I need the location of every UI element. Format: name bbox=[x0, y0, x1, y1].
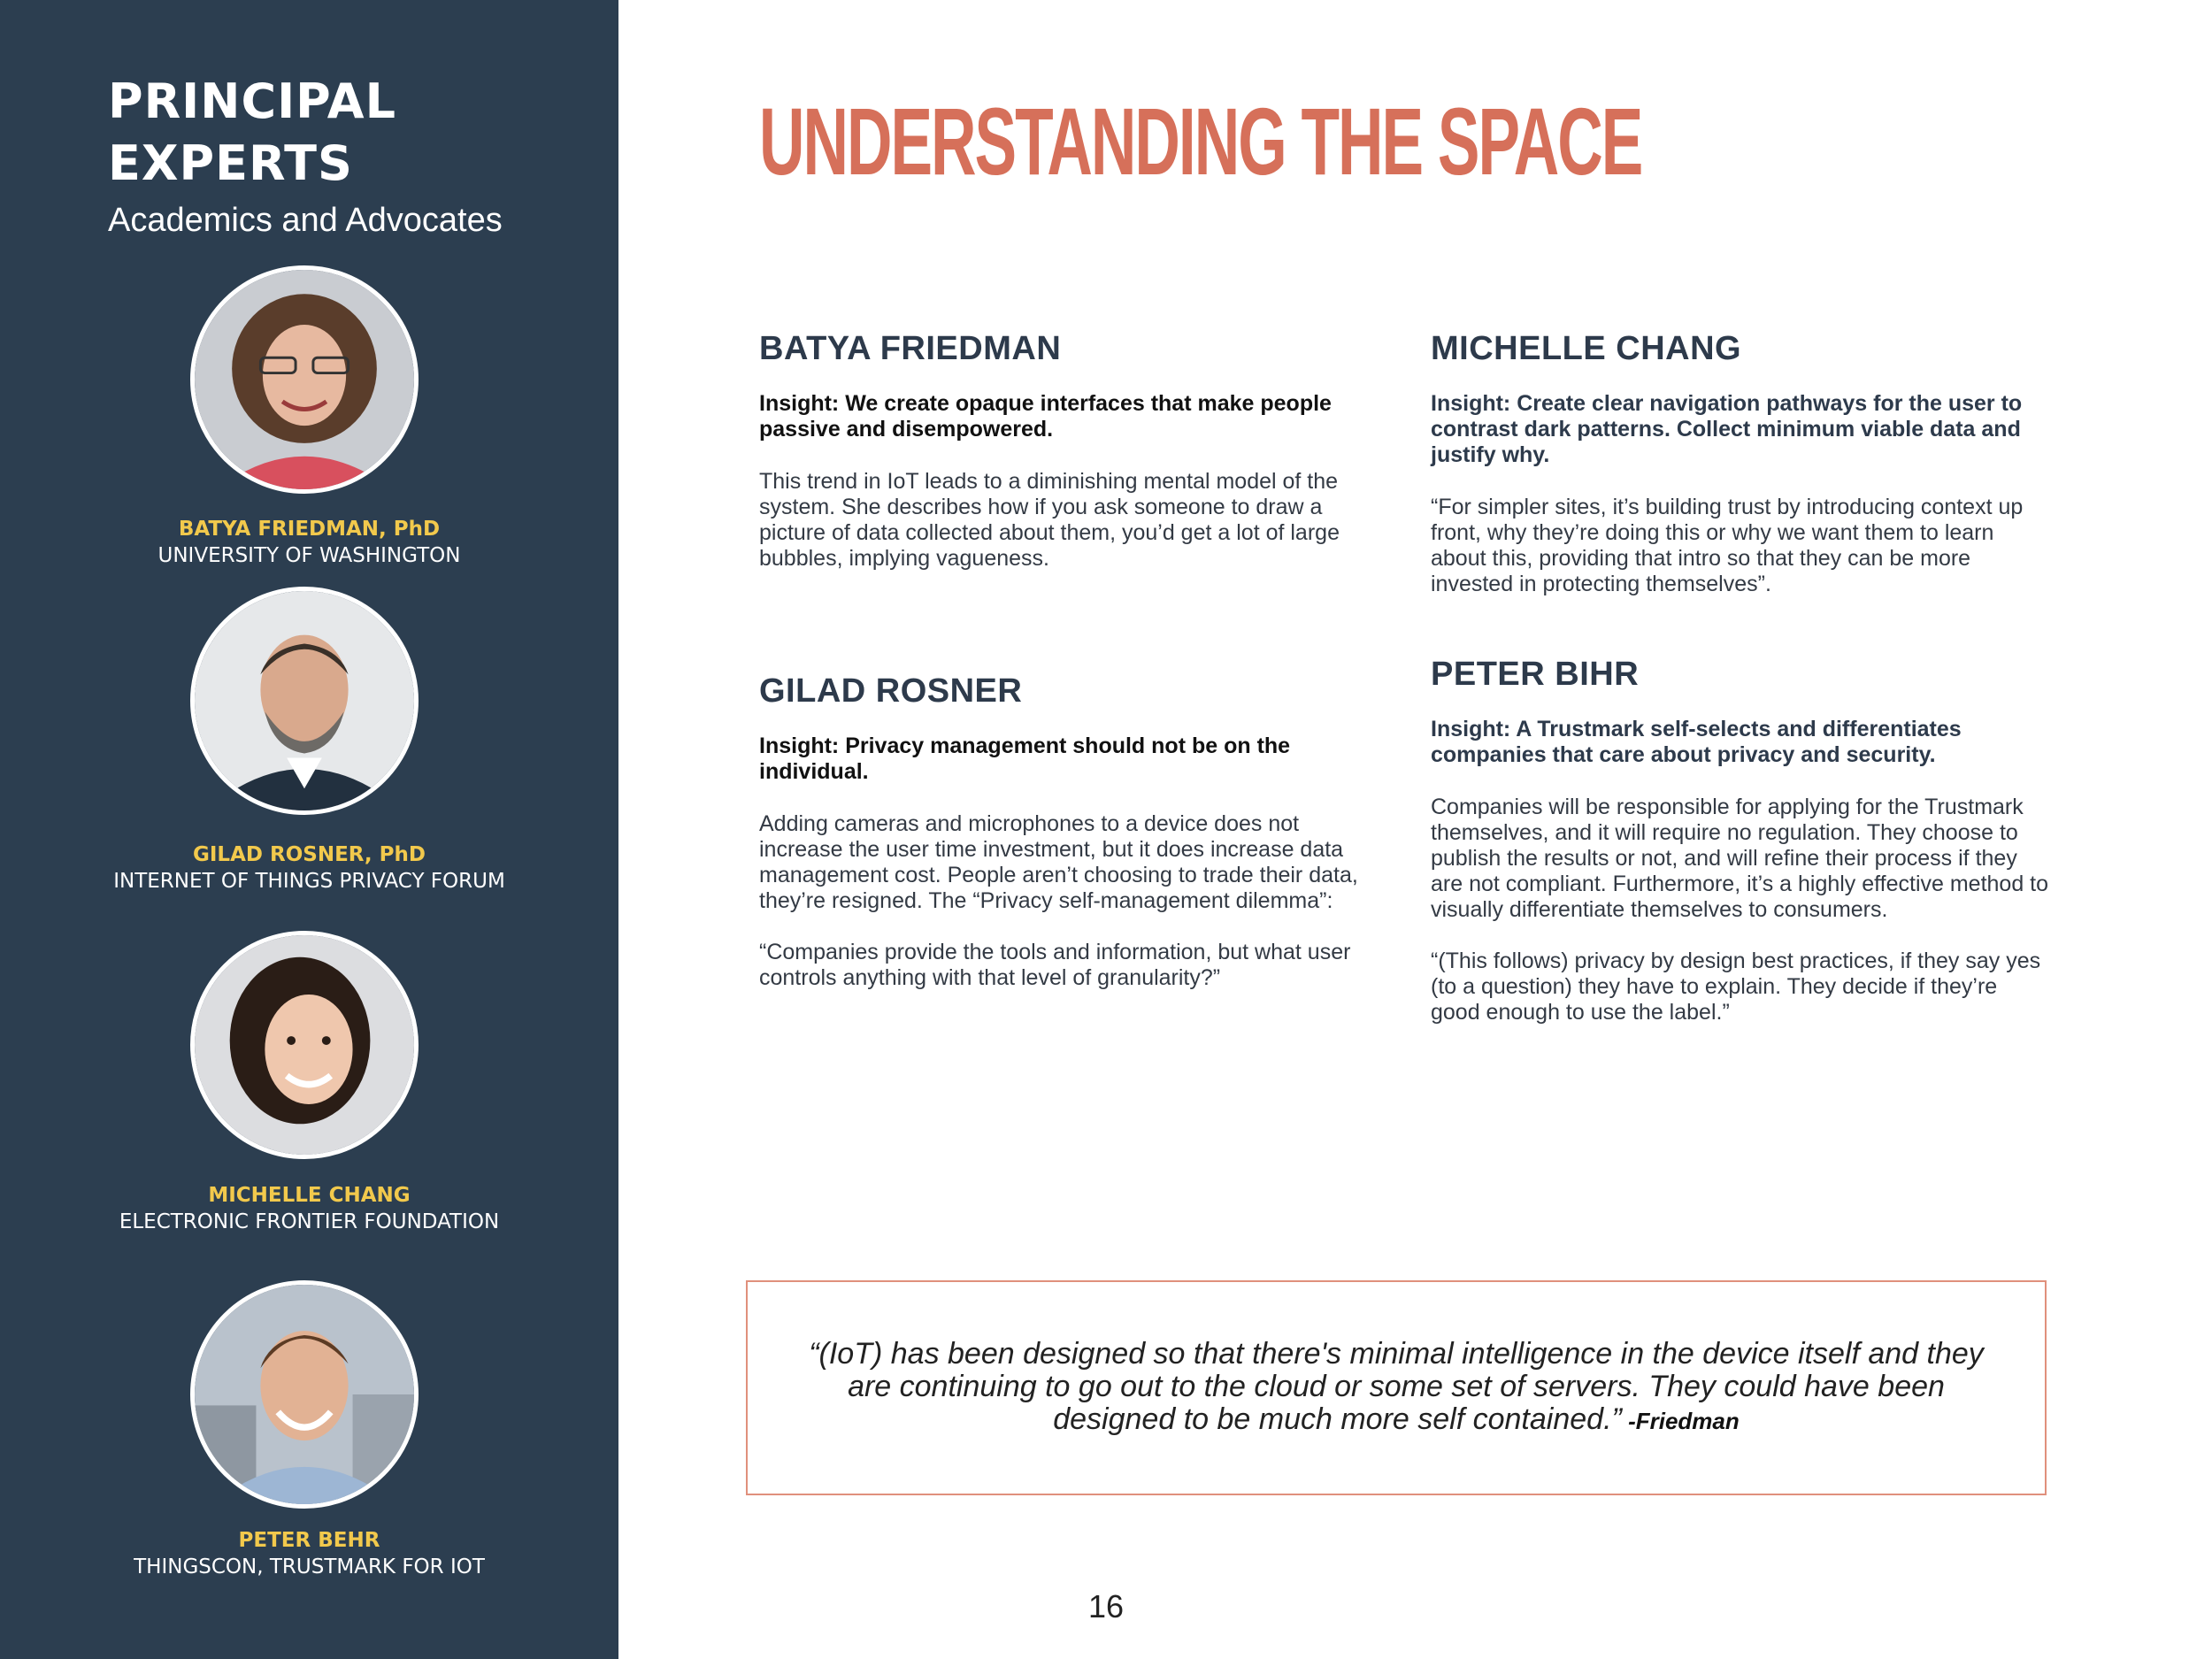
portrait-woman-icon bbox=[195, 270, 414, 489]
section-paragraph: “For simpler sites, it’s building trust by introducing context up front, why they’re doing this or why we want them to learn about this, providing that intro so that they can be more invested in protecting themselves”. bbox=[1431, 495, 2024, 596]
sidebar-title-line2: EXPERTS bbox=[108, 135, 353, 191]
quote-attribution: -Friedman bbox=[1621, 1408, 1740, 1434]
section-insight: Insight: We create opaque interfaces that make people passive and disempowered. bbox=[759, 391, 1332, 442]
section-paragraph: Companies will be responsible for applying for the Trustmark themselves, and it will require no regulation. They choose to publish the results or not, and will refine their process if they are not compliant. Furthermore, it’s a highly effective method to visually differentiate themselves to consumers. bbox=[1431, 795, 2049, 922]
page-title: UNDERSTANDING THE SPACE bbox=[759, 88, 1642, 195]
section-paragraph: “(This follows) privacy by design best practices, if they say yes (to a question) they have to explain. They decide if they’re good enough to use the label.” bbox=[1431, 949, 2041, 1025]
quote-body: “(IoT) has been designed so that there's minimal intelligence in the device itself and they are continuing to go out to the cloud or some set of servers. They could have been designed to be much more self contained.” bbox=[809, 1337, 1984, 1436]
section-paragraph: Adding cameras and microphones to a device does not increase the user time investment, but it does increase data management cost. People aren’t choosing to trade their data, they’re resigned. The “Privacy self-management dilemma”: bbox=[759, 811, 1358, 913]
section-paragraph: This trend in IoT leads to a diminishing mental model of the system. She describes how if you ask someone to draw a picture of data collected about them, you’d get a lot of large bubbles, implying vagueness. bbox=[759, 469, 1340, 571]
expert-org: THINGSCON, TRUSTMARK FOR IOT bbox=[134, 1555, 485, 1578]
gilad-rosner-photo bbox=[190, 587, 419, 815]
section-heading: MICHELLE CHANG bbox=[1431, 330, 1742, 367]
section-heading: BATYA FRIEDMAN bbox=[759, 330, 1062, 367]
section-gilad-rosner bbox=[759, 672, 1361, 1017]
experts-sidebar bbox=[0, 0, 618, 1659]
portrait-man-icon bbox=[195, 591, 414, 810]
section-insight: Insight: A Trustmark self-selects and differentiates companies that care about privacy and security. bbox=[1431, 717, 1962, 767]
expert-caption-2 bbox=[0, 841, 618, 895]
portrait-man-icon bbox=[195, 1285, 414, 1504]
expert-name: MICHELLE CHANG bbox=[208, 1184, 411, 1207]
batya-friedman-photo bbox=[190, 265, 419, 494]
quote-box bbox=[746, 1280, 2047, 1495]
section-heading: GILAD ROSNER bbox=[759, 672, 1023, 710]
expert-name: BATYA FRIEDMAN, PhD bbox=[178, 518, 441, 541]
expert-caption-1 bbox=[0, 516, 618, 569]
expert-org: INTERNET OF THINGS PRIVACY FORUM bbox=[113, 870, 505, 893]
expert-org: ELECTRONIC FRONTIER FOUNDATION bbox=[119, 1210, 500, 1233]
section-heading: PETER BIHR bbox=[1431, 656, 1640, 693]
expert-org: UNIVERSITY OF WASHINGTON bbox=[157, 544, 461, 567]
peter-behr-photo bbox=[190, 1280, 419, 1509]
sidebar-title bbox=[108, 71, 586, 195]
quote-text bbox=[803, 1338, 1989, 1438]
section-insight: Insight: Privacy management should not be on the individual. bbox=[759, 733, 1291, 784]
section-batya-friedman bbox=[759, 330, 1361, 597]
sidebar-title-line1: PRINCIPAL bbox=[108, 73, 396, 129]
expert-name: PETER BEHR bbox=[238, 1529, 380, 1552]
page-number: 16 bbox=[1087, 1588, 1125, 1624]
michelle-chang-photo bbox=[190, 931, 419, 1159]
section-michelle-chang bbox=[1431, 330, 2050, 623]
portrait-woman-icon bbox=[195, 935, 414, 1155]
expert-caption-3 bbox=[0, 1182, 618, 1235]
section-peter-bihr bbox=[1431, 656, 2050, 1051]
section-insight: Insight: Create clear navigation pathways for the user to contrast dark patterns. Collect minimum viable data and justify why. bbox=[1431, 391, 2023, 467]
expert-name: GILAD ROSNER, PhD bbox=[193, 843, 426, 866]
section-paragraph: “Companies provide the tools and information, but what user controls anything with that level of granularity?” bbox=[759, 940, 1351, 990]
expert-caption-4 bbox=[0, 1527, 618, 1580]
sidebar-subtitle: Academics and Advocates bbox=[108, 202, 503, 239]
